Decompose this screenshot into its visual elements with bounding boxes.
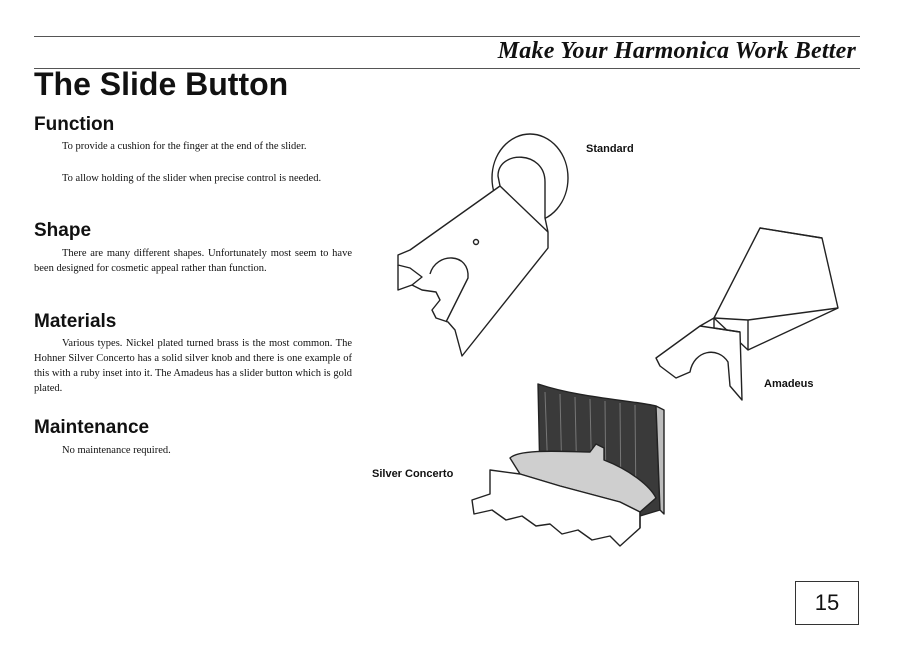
page-title: The Slide Button: [34, 66, 289, 102]
materials-paragraph: Various types. Nickel plated turned brass is the most common. The Hohner Silver Concerto has a solid silver knob and there is one example of this with a ruby inset into it. The Amadeus has a slider button which is gold plated.: [34, 338, 352, 394]
amadeus-slide-button-drawing: [656, 228, 838, 400]
running-header: Make Your Harmonica Work Better: [497, 38, 856, 64]
label-silver-concerto: Silver Concerto: [372, 468, 454, 480]
maintenance-paragraph: No maintenance required.: [62, 445, 171, 456]
function-paragraph-1: To provide a cushion for the finger at the end of the slider.: [62, 141, 307, 152]
function-paragraph-2: To allow holding of the slider when precise control is needed.: [62, 173, 322, 184]
label-standard: Standard: [586, 143, 634, 155]
section-heading-function: Function: [34, 114, 115, 135]
section-heading-shape: Shape: [34, 220, 92, 241]
shape-paragraph: There are many different shapes. Unfortunately most seem to have been designed for cosmetic appeal rather than function.: [34, 248, 352, 274]
section-heading-maintenance: Maintenance: [34, 417, 150, 438]
silver-concerto-slide-button-drawing: [472, 384, 664, 546]
standard-slide-button-drawing: [398, 134, 568, 356]
label-amadeus: Amadeus: [764, 378, 814, 390]
section-heading-materials: Materials: [34, 311, 117, 332]
page-number: 15: [795, 581, 859, 625]
